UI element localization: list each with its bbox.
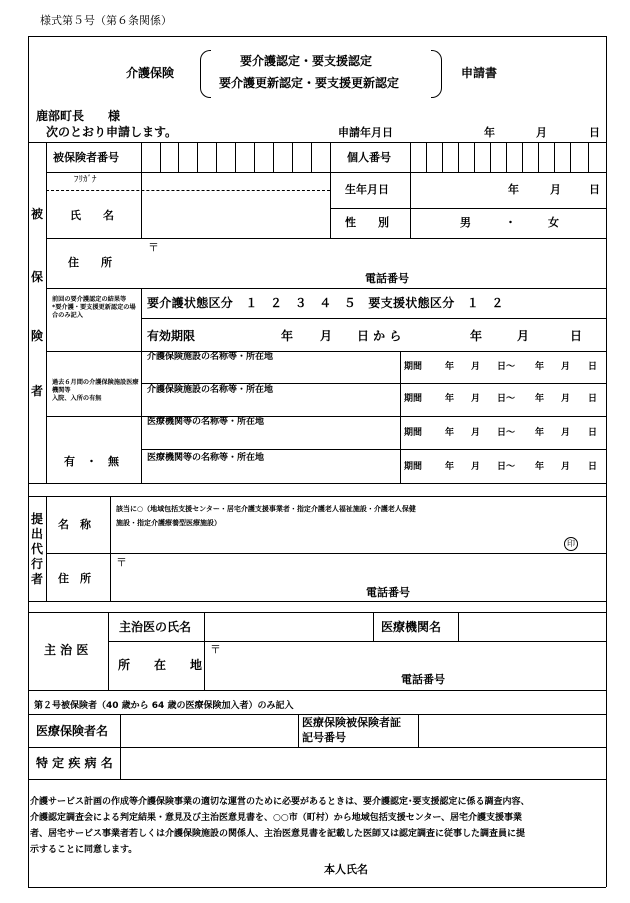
insurer-name-label: 医療保険者名	[36, 724, 109, 738]
application-year: 年	[484, 126, 495, 139]
past-six-months-note: 過去６月間の介護保険施設医療機関等 入院、入所の有無	[52, 379, 139, 402]
consent-line-3: 者、居宅サービス事業者若しくは介護保険施設の関係人、主治医意見書を記載した医師又は認定調査に従事した調査員に提	[30, 829, 526, 839]
care-level-options[interactable]: 要介護状態区分 １ ２ ３ ４ ５ 要支援状態区分 １ ２	[147, 296, 504, 310]
doctor-phone-label: 電話番号	[401, 673, 445, 686]
presence-options[interactable]: 有 ・ 無	[64, 455, 119, 468]
insured-side-label-3: 険	[31, 329, 44, 343]
validity-label: 有効期限	[147, 329, 196, 343]
outer-border-bottom	[28, 887, 606, 888]
bracket-left	[200, 50, 211, 98]
application-form-page: 様式第５号（第６条関係） 介護保険 要介護認定・要支援認定 要介護更新認定・要支援更新認定 申請書 鹿部町長 様 次のとおり申請します。 申請年月日 年 月 日 被 保 険 者 被保険者番号 個人番号 ﾌﾘｶﾞﾅ 生年月日 年 月 日 氏 名 性 別 男 ・ 女 住 所 〒 電話番号 前回の要介護認定の結果等 *要介護・要支援更新認定の場合のみ記入 要介護状態区分 １ ２ ３ ４ ５ 要支援状態区分 １ ２ 有効期限 年 月 日 か ら 年 月 日 過去６月間の介護保険施設医療機関等 入院、入所の有無 有 ・ 無 介護保険施設の名称等・所在地 介護保険施設の名称等・所在地 医療機関等の名称等・所在地 医療機関等の名称等・所在地 期間 年 月 日～ 年 月 日 期間 年 月 日～ 年 月 日 期間 年 月 日～ 年 月 日 期間 年 月 日～ 年 月 日 提 出 代 行 者 名 称 該当に○（地域包括支援センター・居宅介護支援事業者・指定介護老人福祉施設・介護老人保健 施設・指定介護療養型医療施設） 印 住 所 〒 電話番号 主 治 医 主治医の氏名 医療機関名 所 在 地 〒 電話番号 第２号被保険者（40 歳から 64 歳の医療保険加入者）のみ記入 医療保険者名 医療保険被保険者証 記号番号 特 定 疾 病 名 介護サービス計画の作成等介護保険事業の適切な運営のために必要があるときは、要介護認定･要支援認定に係る調査内容、 介護認定調査会による判定結果・意見及び主治医意見書を、○○市（町村）から地域包括支援センター、居宅介護支援事業 者、居宅サービス事業者若しくは介護保険施設の関係人、主治医意見書を記載した医師又は認定調査に従事した調査員に提 示することに同意します。 本人氏名	[0, 0, 630, 903]
insured-number-label: 被保険者番号	[53, 151, 119, 164]
agent-side-2: 出	[31, 527, 44, 541]
doctor-location-label: 所 在 地	[118, 658, 203, 672]
header-suffix: 申請書	[461, 66, 498, 80]
facility-1-label: 介護保険施設の名称等・所在地	[147, 352, 274, 362]
header-line1: 要介護認定・要支援認定	[240, 54, 373, 68]
facility-2-label: 介護保険施設の名称等・所在地	[147, 385, 274, 395]
outer-border-top	[28, 36, 606, 37]
birth-day: 日	[589, 183, 600, 196]
card-label-line2: 記号番号	[302, 731, 346, 744]
validity-month2: 月	[517, 329, 530, 343]
agent-side-3: 代	[31, 542, 44, 556]
validity-day2: 日	[570, 329, 583, 343]
agent-address-label: 住 所	[58, 572, 91, 585]
application-date-label: 申請年月日	[338, 126, 393, 139]
consent-line-2: 介護認定調査会による判定結果・意見及び主治医意見書を、○○市（町村）から地域包括支援センター、居宅介護支援事業	[30, 813, 522, 823]
name-label: 氏 名	[70, 209, 114, 222]
header-prefix: 介護保険	[126, 66, 175, 80]
insured-side-label-2: 保	[31, 270, 44, 284]
doctor-name-label: 主治医の氏名	[119, 620, 192, 634]
agent-type-note-2[interactable]: 施設・指定介護療養型医療施設）	[116, 519, 221, 527]
birth-year: 年	[508, 183, 519, 196]
header-line2: 要介護更新認定・要支援更新認定	[219, 76, 400, 90]
signature-label: 本人氏名	[324, 863, 368, 876]
outer-border-right	[606, 36, 607, 887]
card-label-line1: 医療保険被保険者証	[302, 716, 401, 729]
bracket-right	[431, 50, 442, 98]
furigana-label: ﾌﾘｶﾞﾅ	[74, 175, 97, 185]
second-insured-title: 第２号被保険者（40 歳から 64 歳の医療保険加入者）のみ記入	[34, 701, 294, 711]
outer-border-left	[28, 36, 29, 887]
seal-mark: 印	[564, 537, 578, 551]
consent-line-4: 示することに同意します。	[30, 845, 138, 855]
agent-type-note-1[interactable]: 該当に○（地域包括支援センター・居宅介護支援事業者・指定介護老人福祉施設・介護老人保健	[116, 505, 416, 513]
agent-side-5: 者	[31, 572, 44, 586]
facility-4-label: 医療機関等の名称等・所在地	[147, 453, 265, 463]
agent-side-1: 提	[31, 512, 44, 526]
birth-month: 月	[550, 183, 561, 196]
agent-name-label: 名 称	[58, 518, 91, 531]
disease-label: 特 定 疾 病 名	[36, 756, 113, 770]
validity-year2: 年	[470, 329, 483, 343]
validity-month: 月	[320, 329, 333, 343]
application-month: 月	[536, 126, 547, 139]
gender-female[interactable]: 女	[548, 216, 559, 229]
consent-line-1: 介護サービス計画の作成等介護保険事業の適切な運営のために必要があるときは、要介護認定･要支援認定に係る調査内容、	[30, 797, 530, 807]
facility-3-label: 医療機関等の名称等・所在地	[147, 417, 265, 427]
personal-number-label: 個人番号	[347, 151, 391, 164]
validity-year: 年	[281, 329, 294, 343]
insured-side-label-1: 被	[31, 207, 44, 221]
intro-text: 次のとおり申請します。	[46, 125, 178, 139]
address-label: 住 所	[68, 256, 112, 269]
doctor-label: 主 治 医	[44, 643, 89, 657]
postal-mark: 〒	[148, 241, 159, 254]
previous-result-note: 前回の要介護認定の結果等 *要介護・要支援更新認定の場合のみ記入	[52, 296, 136, 319]
agent-postal-mark: 〒	[116, 556, 127, 569]
birthdate-label: 生年月日	[345, 183, 389, 196]
addressee: 鹿部町長 様	[36, 109, 121, 123]
insured-side-label-4: 者	[31, 384, 44, 398]
gender-male[interactable]: 男	[460, 216, 471, 229]
gender-separator: ・	[505, 216, 516, 229]
agent-phone-label: 電話番号	[366, 586, 410, 599]
institution-label: 医療機関名	[381, 620, 442, 634]
application-day: 日	[589, 126, 600, 139]
form-number: 様式第５号（第６条関係）	[40, 14, 172, 27]
gender-label: 性 別	[345, 216, 389, 229]
phone-label: 電話番号	[365, 272, 409, 285]
validity-from: 日 か ら	[357, 329, 402, 343]
doctor-postal-mark: 〒	[210, 643, 221, 656]
agent-side-4: 行	[31, 557, 44, 571]
